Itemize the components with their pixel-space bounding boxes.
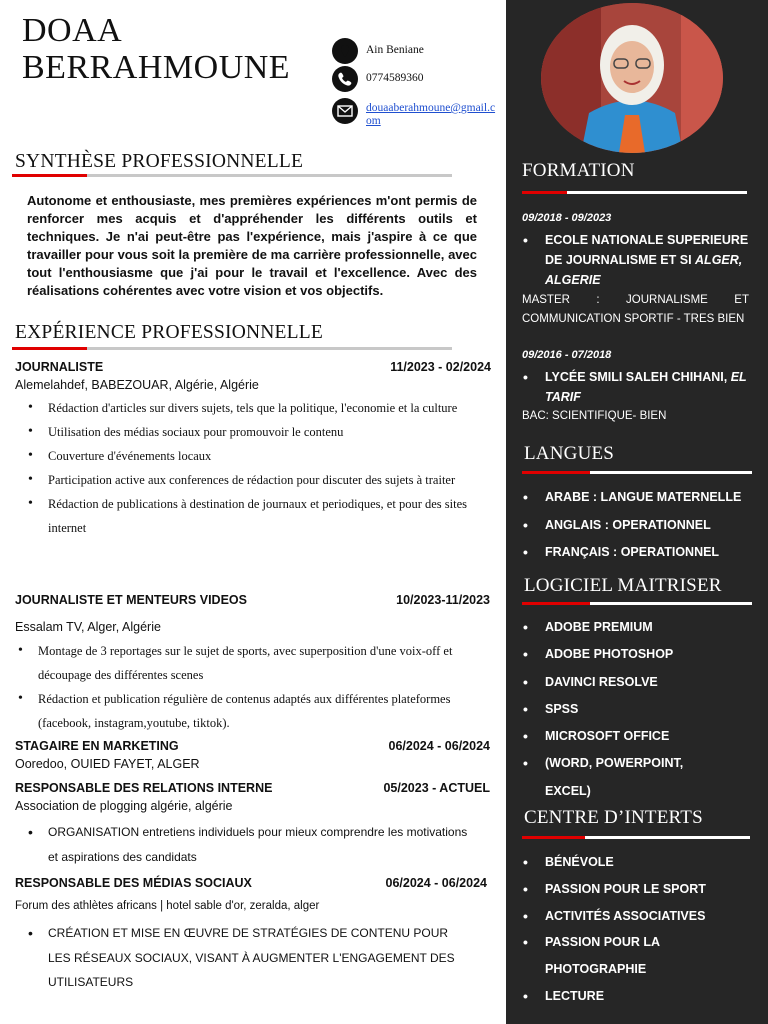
job-place: Forum des athlètes africans | hotel sable d'or, zeralda, alger [15, 900, 320, 912]
job-title: STAGAIRE EN MARKETING [15, 739, 179, 753]
job-header [15, 593, 490, 607]
location-icon [332, 38, 358, 64]
summary-text: Autonome et enthousiaste, mes premières expériences m'ont permis de renforcer mes acquis et d'appréhender les différents outils et techniques. Je n'ai peut-être pas l'expérience, mais j'aspire à ce que travailler pour vous soit la première de ma carrière professionnelle, avec tout l'enthousiasme que j'ai pour le travail et l'excellence. Avec des réalisations cohérentes avec votre vision et vos objectifs. [27, 193, 477, 298]
job-place: Ooredoo, OUIED FAYET, ALGER [15, 757, 200, 771]
list-item: • Utilisation des médias sociaux pour promouvoir le contenu [48, 420, 478, 444]
job-header [15, 781, 490, 795]
list-item-continued: • (WORD, POWERPOINT, EXCEL) [545, 750, 705, 805]
list-item: • Montage de 3 reportages sur le sujet de sports, avec superposition d'une voix-off et découpage des différentes scenes [38, 639, 483, 687]
job-header [15, 739, 490, 753]
list-item: • LECTURE [545, 983, 750, 1010]
job-bullets [38, 639, 483, 735]
list-item: • ARABE : LANGUE MATERNELLE [545, 484, 750, 512]
edu-dates: 09/2018 - 09/2023 [522, 212, 612, 224]
interets-rule [522, 836, 750, 839]
job-bullets [48, 921, 468, 995]
contact-email[interactable] [332, 98, 502, 128]
email-icon [332, 98, 358, 124]
phone-icon [332, 66, 358, 92]
name-last: BERRAHMOUNE [22, 49, 291, 86]
edu-degree: MASTER : JOURNALISME ET COMMUNICATION SPORTIF - TRES BIEN [522, 294, 749, 325]
job-bullets [48, 396, 478, 540]
interets-list [545, 849, 750, 1010]
list-item: • ACTIVITÉS ASSOCIATIVES [545, 903, 750, 930]
experience-title: EXPÉRIENCE PROFESSIONNELLE [15, 322, 324, 343]
list-item: • BÉNÉVOLE [545, 849, 750, 876]
job-dates: 11/2023 - 02/2024 [390, 360, 491, 374]
contact-location [332, 38, 502, 64]
list-item: • FRANÇAIS : OPERATIONNEL [545, 539, 750, 567]
job-header [15, 876, 487, 890]
formation-title: FORMATION [522, 160, 635, 181]
list-item: • Couverture d'événements locaux [48, 444, 478, 468]
profile-photo [541, 3, 723, 153]
location-text: Ain Beniane [366, 44, 424, 56]
langues-rule [522, 471, 752, 474]
list-item: • ADOBE PREMIUM [545, 614, 750, 641]
edu-list [545, 367, 750, 407]
list-item: • DAVINCI RESOLVE [545, 669, 750, 696]
list-item: • PASSION POUR LE SPORT [545, 876, 750, 903]
phone-text: 0774589360 [366, 72, 424, 84]
job-dates: 05/2023 - ACTUEL [383, 781, 490, 795]
job-bullets [48, 820, 473, 869]
job-title: JOURNALISTE [15, 360, 104, 374]
logiciel-list [545, 614, 750, 805]
job-title: JOURNALISTE ET MENTEURS VIDEOS [15, 593, 247, 607]
logiciel-rule [522, 602, 752, 605]
job-title: RESPONSABLE DES MÉDIAS SOCIAUX [15, 876, 252, 890]
list-item: • ORGANISATION entretiens individuels pour mieux comprendre les motivations et aspirations des candidats [48, 820, 473, 869]
list-item: • ECOLE NATIONALE SUPERIEURE DE JOURNALISME ET SI ALGER, ALGERIE [545, 230, 750, 290]
langues-title: LANGUES [524, 443, 615, 464]
edu-list [545, 230, 750, 290]
list-item: • SPSS [545, 696, 750, 723]
formation-rule [522, 191, 747, 194]
list-item: • ANGLAIS : OPERATIONNEL [545, 512, 750, 540]
list-item: • Participation active aux conferences de rédaction pour discuter des sujets à traiter [48, 468, 478, 492]
job-dates: 06/2024 - 06/2024 [388, 739, 490, 753]
summary-title: SYNTHÈSE PROFESSIONNELLE [15, 151, 304, 172]
name-first: DOAA [22, 12, 123, 49]
list-item: • Rédaction et publication régulière de contenus adaptés aux différentes plateformes (facebook, instagram,youtube, tiktok). [38, 687, 483, 735]
job-place: Alemelahdef, BABEZOUAR, Algérie, Algérie [15, 378, 259, 392]
langues-list [545, 484, 750, 567]
job-dates: 06/2024 - 06/2024 [385, 876, 487, 890]
logiciel-title: LOGICIEL MAITRISER [524, 575, 722, 596]
list-item: • Rédaction d'articles sur divers sujets, tels que la politique, l'economie et la culture [48, 396, 478, 420]
email-link[interactable]: douaaberahmoune@gmail.com [366, 102, 496, 127]
list-item: • LYCÉE SMILI SALEH CHIHANI, EL TARIF [545, 367, 750, 407]
job-title: RESPONSABLE DES RELATIONS INTERNE [15, 781, 273, 795]
list-item: • PASSION POUR LA PHOTOGRAPHIE [545, 929, 685, 983]
job-place: Association de plogging algérie, algérie [15, 799, 233, 813]
experience-rule [12, 347, 452, 350]
list-item: • CRÉATION ET MISE EN ŒUVRE DE STRATÉGIES DE CONTENU POUR LES RÉSEAUX SOCIAUX, VISANT À AUGMENTER L'ENGAGEMENT DES UTILISATEURS [48, 921, 468, 995]
list-item: • Rédaction de publications à destination de journaux et periodiques, et pour des sites internet [48, 492, 478, 540]
job-place: Essalam TV, Alger, Algérie [15, 620, 161, 634]
candidate-name [22, 12, 290, 86]
list-item: • ADOBE PHOTOSHOP [545, 641, 750, 668]
interets-title: CENTRE D’INTERTS [524, 807, 703, 828]
job-dates: 10/2023-11/2023 [396, 593, 490, 607]
list-item: • MICROSOFT OFFICE [545, 723, 750, 750]
summary-rule [12, 174, 452, 177]
contact-phone [332, 66, 502, 92]
job-header [15, 360, 490, 374]
edu-degree: BAC: SCIENTIFIQUE- BIEN [522, 410, 667, 422]
edu-dates: 09/2016 - 07/2018 [522, 349, 612, 361]
